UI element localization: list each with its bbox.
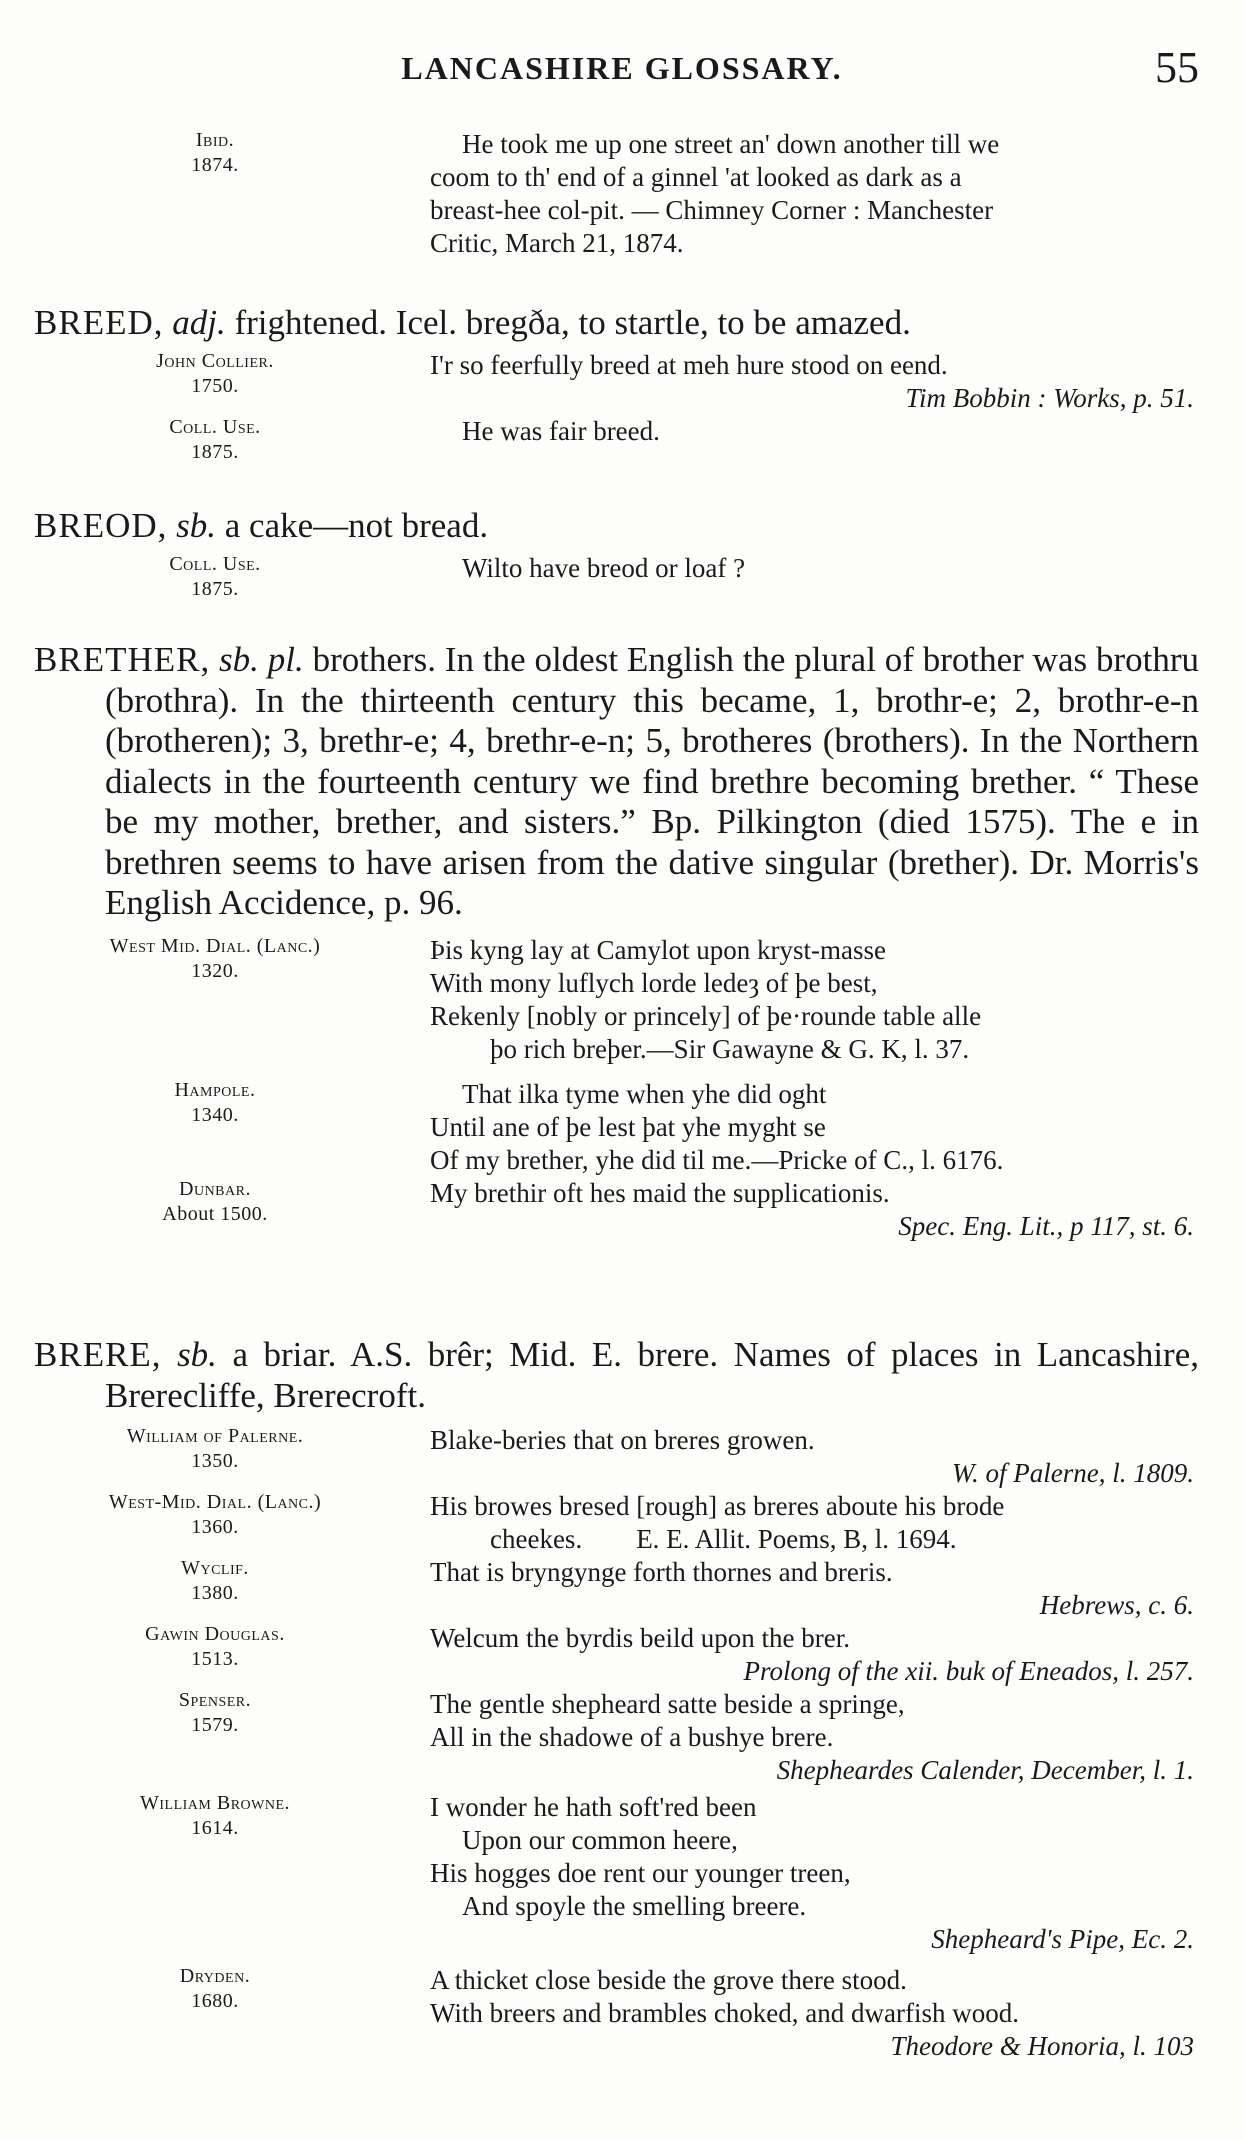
citation-source: Dryden. 1680. — [179, 1965, 251, 2012]
definition-text: brothers. In the oldest English the plural of brother was brothru (brothra). In the thirteenth century this became, 1, brothr-e; 2, brothr-e-n (brotheren); 3, brethr-e; 4, brethr-e-n; 5, brotheres (brothers). In the Northern dialects in the fourteenth century we find brethre becoming brether. “ These be my mother, brether, and sisters.” Bp. Pilkington (died 1575). The e in brethren seems to have arisen from the dative singular (brether). Dr. Morris's English Accidence, p. 96. — [105, 640, 1199, 922]
headword: BREED, — [34, 303, 164, 342]
entry-headline — [0, 505, 1244, 546]
citation — [0, 1078, 1244, 1177]
citation-source: West Mid. Dial. (Lanc.) 1320. — [109, 934, 321, 982]
citation — [0, 349, 1244, 415]
entry-brether — [0, 640, 1244, 1243]
part-of-speech: adj. — [172, 303, 226, 342]
part-of-speech: sb. — [177, 1335, 217, 1374]
citation-quote: His browes bresed [rough] as breres aboute his brode cheekes. E. E. Allit. Poems, B, l. 1694. — [430, 1491, 1005, 1554]
ibid-citation — [0, 128, 1244, 260]
citation — [0, 1424, 1244, 1490]
citation-quote: Þis kyng lay at Camylot upon kryst-masse With mony luflych lorde ledeȝ of þe best, Rekenly [nobly or princely] of þe·rounde table alle þo rich breþer.—Sir Gawayne & G. K, l. 37. — [430, 934, 982, 1064]
entry-brere — [0, 1335, 1244, 2063]
citation-quote: He took me up one street an' down another till we coom to th' end of a ginnel 'at looked as dark as a breast-hee col-pit. — Chimney Corner : Manchester Critic, March 21, 1874. — [430, 129, 1000, 258]
definition: a cake—not bread. — [224, 506, 489, 545]
page-header — [0, 42, 1244, 102]
citation-source: Spenser. 1579. — [178, 1689, 252, 1736]
citation-quote: The gentle shepheard satte beside a springe, All in the shadowe of a bushye brere. Shepheardes Calender, December, l. 1. — [430, 1689, 1194, 1785]
part-of-speech: sb. pl. — [219, 640, 304, 679]
headword: BREOD, — [34, 506, 168, 545]
citation — [0, 1556, 1244, 1622]
entry-breed — [0, 302, 1244, 465]
citation — [0, 934, 1244, 1066]
citation — [0, 1622, 1244, 1688]
headword: BRETHER, — [34, 640, 211, 679]
citation — [0, 1688, 1244, 1787]
entry-headline — [0, 302, 1244, 343]
citation-quote: I'r so feerfully breed at meh hure stood on eend. Tim Bobbin : Works, p. 51. — [430, 350, 1194, 413]
part-of-speech: sb. — [176, 506, 216, 545]
definition-text: a briar. A.S. brêr; Mid. E. brere. Names of places in Lancashire, Brerecliffe, Brerecroft. — [105, 1335, 1200, 1415]
etymology: Icel. bregða, to startle, to be amazed. — [395, 303, 911, 342]
citation-quote: Wilto have breod or loaf ? — [462, 553, 746, 583]
citation-source: John Collier. 1750. — [156, 350, 274, 397]
headword: BRERE, — [34, 1335, 162, 1374]
citation-quote: My brethir oft hes maid the supplicationis. Spec. Eng. Lit., p 117, st. 6. — [430, 1177, 1194, 1241]
entry-breod — [0, 505, 1244, 602]
entry-body — [0, 640, 1244, 924]
citation — [0, 1964, 1244, 2063]
citation-quote: Blake-beries that on breres growen. W. of Palerne, l. 1809. — [430, 1425, 1194, 1488]
citation-source: Ibid. 1874. — [191, 129, 239, 176]
citation-source: Gawin Douglas. 1513. — [145, 1623, 285, 1670]
citation — [0, 552, 1244, 602]
running-title: LANCASHIRE GLOSSARY. — [401, 50, 843, 86]
page-number: 55 — [1155, 43, 1199, 92]
citation-source: Coll. Use. 1875. — [169, 553, 261, 600]
citation-source: Dunbar. About 1500. — [162, 1177, 268, 1225]
citation — [0, 415, 1244, 465]
citation — [0, 1490, 1244, 1556]
citation-source: William Browne. 1614. — [139, 1792, 291, 1839]
citation-quote: That is bryngynge forth thornes and breris. Hebrews, c. 6. — [430, 1557, 1194, 1620]
citation-quote: He was fair breed. — [462, 416, 660, 446]
citation-source: Hampole. 1340. — [174, 1078, 256, 1126]
citation-quote: I wonder he hath soft'red been Upon our common heere, His hogges doe rent our younger treen, And spoyle the smelling breere. Shepheard's Pipe, Ec. 2. — [430, 1792, 1194, 1954]
citation-source: Coll. Use. 1875. — [169, 416, 261, 463]
citation-quote: That ilka tyme when yhe did oght Until ane of þe lest þat yhe myght se Of my brether, yhe did til me.—Pricke of C., l. 6176. — [430, 1078, 1004, 1175]
citation — [0, 1177, 1244, 1243]
entry-body — [0, 1335, 1244, 1416]
definition: frightened. — [234, 303, 388, 342]
citation-quote: A thicket close beside the grove there stood. With breers and brambles choked, and dwarfish wood. Theodore & Honoria, l. 103 — [430, 1965, 1194, 2061]
citation-quote: Welcum the byrdis beild upon the brer. Prolong of the xii. buk of Eneados, l. 257. — [430, 1623, 1194, 1686]
citation-source: West-Mid. Dial. (Lanc.) 1360. — [108, 1491, 322, 1538]
citation-source: Wyclif. 1380. — [181, 1557, 249, 1604]
citation — [0, 1791, 1244, 1956]
citation-source: William of Palerne. 1350. — [126, 1425, 304, 1472]
citation — [0, 128, 1244, 260]
